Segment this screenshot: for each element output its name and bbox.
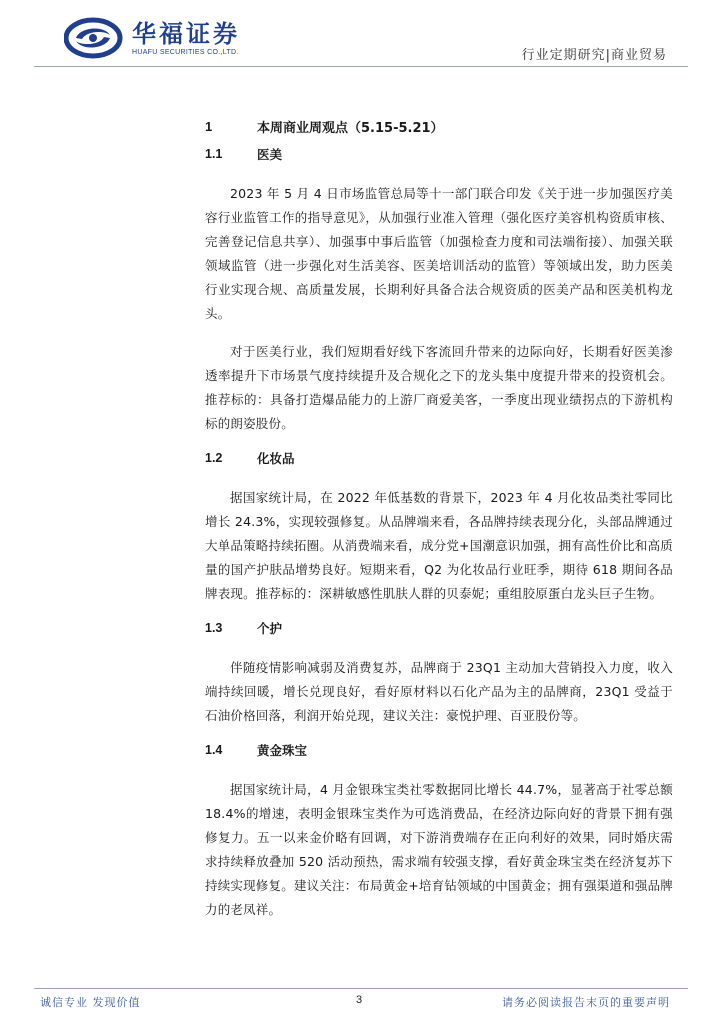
subsection-number: 1.1 bbox=[205, 147, 223, 161]
footer-disclaimer: 请务必阅读报告末页的重要声明 bbox=[502, 996, 670, 1009]
subsection-number: 1.3 bbox=[205, 621, 223, 635]
page-header bbox=[0, 0, 724, 80]
paragraph: 据国家统计局，4 月金银珠宝类社零数据同比增长 44.7%，显著高于社零总额 18.4%的增速，表明金银珠宝类作为可选消费品，在经济边际向好的背景下拥有强修复力。五一以来金价略有回调，对下游消费端存在正向利好的效果，同时婚庆需求持续释放叠加 520 活动预热，需求端有较强支撑，看好黄金珠宝类在经济复苏下持续实现修复。建议关注：布局黄金+培育钻领域的中国黄金；拥有强渠道和强品牌力的老凤祥。 bbox=[205, 782, 673, 917]
subsection-heading-medical-aesthetics bbox=[205, 140, 673, 168]
subsection-title: 黄金珠宝 bbox=[257, 743, 308, 758]
subsection-heading-cosmetics bbox=[205, 444, 673, 472]
subsection-heading-personal-care bbox=[205, 614, 673, 642]
page-number: 3 bbox=[356, 994, 363, 1006]
subsection-heading-gold-jewelry bbox=[205, 736, 673, 764]
logo-cn-name: 华福证券 bbox=[132, 19, 240, 48]
report-type: 行业定期研究|商业贸易 bbox=[521, 48, 667, 63]
subsection-number: 1.4 bbox=[205, 743, 223, 757]
logo-en-name: HUAFU SECURITIES CO.,LTD. bbox=[132, 48, 239, 56]
section-heading bbox=[205, 112, 673, 140]
subsection-title: 医美 bbox=[257, 147, 283, 162]
footer-divider bbox=[34, 988, 688, 989]
report-body bbox=[205, 112, 673, 922]
footer-slogan: 诚信专业 发现价值 bbox=[40, 996, 141, 1009]
subsection-title: 个护 bbox=[257, 621, 283, 636]
paragraph: 据国家统计局，在 2022 年低基数的背景下，2023 年 4 月化妆品类社零同比增长 24.3%，实现较强修复。从品牌端来看，各品牌持续表现分化，头部品牌通过大单品策略持续拓圈。从消费端来看，成分党+国潮意识加强，拥有高性价比和高质量的国产护肤品增势良好。短期来看，Q2 为化妆品行业旺季，期待 618 期间各品牌表现。推荐标的：深耕敏感性肌肤人群的贝泰妮；重组胶原蛋白龙头巨子生物。 bbox=[205, 490, 673, 601]
subsection-title: 化妆品 bbox=[257, 451, 295, 466]
paragraph: 伴随疫情影响减弱及消费复苏，品牌商于 23Q1 主动加大营销投入力度，收入端持续回暖，增长兑现良好，看好原材料以石化产品为主的品牌商，23Q1 受益于石油价格回落，利润开始兑现，建议关注：豪悦护理、百亚股份等。 bbox=[205, 660, 673, 723]
company-logo bbox=[64, 16, 240, 60]
huafu-swirl-logo-icon bbox=[64, 17, 126, 59]
section-title: 本周商业周观点（5.15-5.21） bbox=[257, 120, 444, 136]
paragraph: 2023 年 5 月 4 日市场监管总局等十一部门联合印发《关于进一步加强医疗美容行业监管工作的指导意见》，从加强行业准入管理（强化医疗美容机构资质审核、完善登记信息共享）、加强事中事后监管（加强检查力度和司法端衔接）、加强关联领域监管（进一步强化对生活美容、医美培训活动的监管）等领域出发，助力医美行业实现合规、高质量发展，长期利好具备合法合规资质的医美产品和医美机构龙头。 bbox=[205, 186, 673, 321]
paragraph: 对于医美行业，我们短期看好线下客流回升带来的边际向好，长期看好医美渗透率提升下市场景气度持续提升及合规化之下的龙头集中度提升带来的投资机会。推荐标的：具备打造爆品能力的上游厂商爱美客，一季度出现业绩拐点的下游机构标的朗姿股份。 bbox=[205, 344, 673, 431]
subsection-number: 1.2 bbox=[205, 451, 223, 465]
header-divider bbox=[34, 66, 688, 67]
section-number: 1 bbox=[205, 118, 213, 134]
